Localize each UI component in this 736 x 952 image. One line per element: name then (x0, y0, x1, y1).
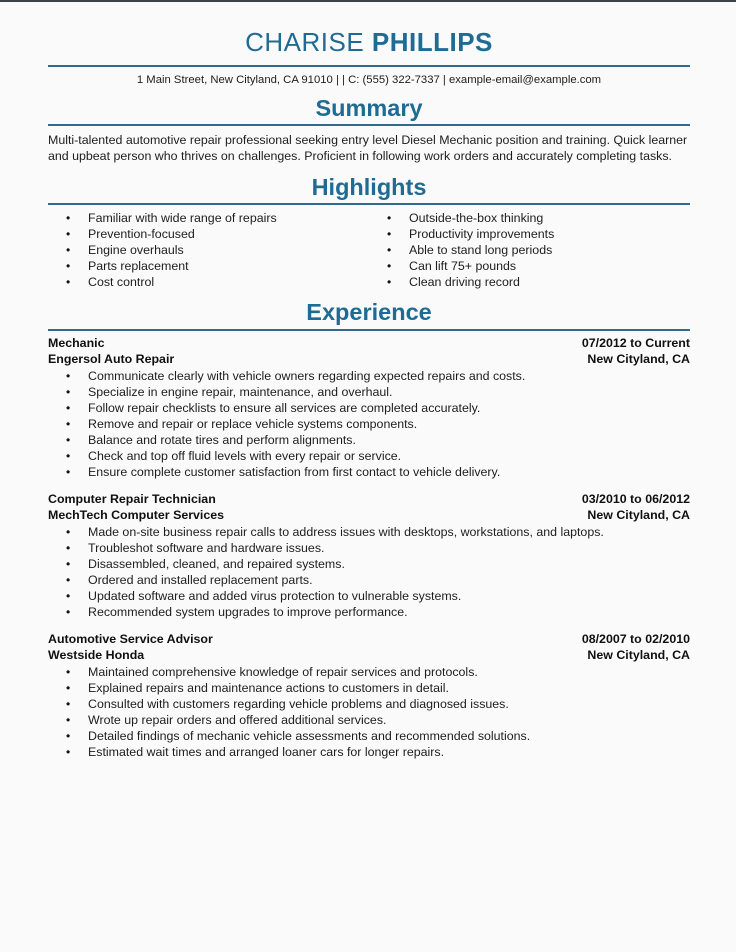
bullet-icon (48, 258, 88, 274)
job-location: New Cityland, CA (587, 351, 690, 366)
job-bullet-text: Estimated wait times and arranged loaner cars for longer repairs. (88, 744, 445, 759)
experience-divider (48, 329, 690, 331)
bullet-icon (369, 258, 409, 274)
bullet-icon (369, 210, 409, 226)
summary-divider (48, 124, 690, 126)
job-title-block (48, 491, 224, 523)
highlight-text: Can lift 75+ pounds (409, 259, 517, 274)
bullet-icon (48, 712, 88, 728)
job-title-block (48, 631, 213, 663)
job-location: New Cityland, CA (587, 647, 690, 662)
highlight-item (369, 210, 690, 226)
bullet-icon (48, 432, 88, 448)
highlights-columns (48, 210, 690, 290)
job-bullet (48, 368, 690, 384)
highlights-left-list (48, 210, 369, 290)
bullet-icon (48, 540, 88, 556)
section-highlights (48, 173, 690, 291)
highlights-heading: Highlights (311, 173, 427, 200)
job-bullet (48, 664, 690, 680)
highlight-item (48, 258, 369, 274)
highlights-right-list (369, 210, 690, 290)
job-bullet (48, 572, 690, 588)
resume-header (48, 28, 690, 86)
highlight-item (48, 274, 369, 290)
section-experience (48, 301, 690, 760)
bullet-icon (48, 416, 88, 432)
job-entry (48, 491, 690, 620)
job-bullet-text: Remove and repair or replace vehicle systems components. (88, 416, 418, 431)
bullet-icon (48, 464, 88, 480)
job-title: Mechanic (48, 335, 105, 350)
bullet-icon (48, 400, 88, 416)
job-header (48, 491, 690, 523)
bullet-icon (48, 242, 88, 258)
bullet-icon (48, 226, 88, 242)
job-meta-block (582, 491, 690, 523)
highlight-text: Cost control (88, 275, 155, 290)
contact-line: 1 Main Street, New Cityland, CA 91010 | | C: (555) 322-7337 | example-email@example.com (136, 73, 602, 86)
job-entry (48, 631, 690, 760)
job-bullet-text: Updated software and added virus protection to vulnerable systems. (88, 588, 462, 603)
bullet-icon (48, 210, 88, 226)
job-bullet (48, 588, 690, 604)
highlight-item (48, 210, 369, 226)
job-list (48, 335, 690, 760)
job-bullet-text: Ensure complete customer satisfaction from first contact to vehicle delivery. (88, 464, 501, 479)
bullet-icon (48, 680, 88, 696)
header-divider (48, 65, 690, 67)
experience-heading: Experience (306, 299, 432, 326)
bullet-icon (48, 728, 88, 744)
bullet-icon (48, 744, 88, 760)
job-bullet-text: Follow repair checklists to ensure all services are completed accurately. (88, 400, 481, 415)
bullet-icon (48, 588, 88, 604)
candidate-first-name: CHARISE (245, 27, 365, 57)
bullet-icon (369, 242, 409, 258)
job-bullet (48, 680, 690, 696)
highlight-text: Productivity improvements (409, 227, 555, 242)
summary-text: Multi-talented automotive repair professional seeking entry level Diesel Mechanic position and training. Quick learner and upbeat person who thrives on challenges. Proficient in following work orders and accurately completing tasks. (48, 133, 688, 164)
highlight-text: Able to stand long periods (409, 243, 553, 258)
highlight-text: Familiar with wide range of repairs (88, 211, 277, 226)
highlight-text: Clean driving record (409, 275, 520, 290)
job-bullet-text: Communicate clearly with vehicle owners regarding expected repairs and costs. (88, 368, 526, 383)
job-bullet-list (48, 368, 690, 480)
job-title: Automotive Service Advisor (48, 631, 213, 646)
highlight-item (48, 242, 369, 258)
job-bullet (48, 556, 690, 572)
highlight-text: Parts replacement (88, 259, 189, 274)
job-employer: Engersol Auto Repair (48, 351, 175, 366)
summary-heading: Summary (315, 94, 423, 121)
job-bullet-text: Consulted with customers regarding vehicle problems and diagnosed issues. (88, 696, 509, 711)
job-bullet-text: Detailed findings of mechanic vehicle assessments and recommended solutions. (88, 728, 531, 743)
job-bullet-text: Troubleshot software and hardware issues. (88, 540, 325, 555)
job-bullet (48, 540, 690, 556)
job-bullet-text: Recommended system upgrades to improve performance. (88, 604, 408, 619)
highlight-item (369, 274, 690, 290)
job-bullet-text: Made on-site business repair calls to address issues with desktops, workstations, and laptops. (88, 524, 604, 539)
job-bullet-text: Ordered and installed replacement parts. (88, 572, 313, 587)
highlights-divider (48, 203, 690, 205)
job-bullet (48, 464, 690, 480)
job-header (48, 335, 690, 367)
highlight-item (369, 258, 690, 274)
job-bullet (48, 728, 690, 744)
job-bullet-text: Wrote up repair orders and offered additional services. (88, 712, 387, 727)
bullet-icon (369, 274, 409, 290)
bullet-icon (48, 384, 88, 400)
bullet-icon (48, 368, 88, 384)
job-bullet-text: Disassembled, cleaned, and repaired systems. (88, 556, 345, 571)
job-dates: 03/2010 to 06/2012 (581, 491, 690, 506)
highlight-item (48, 226, 369, 242)
job-employer: Westside Honda (48, 647, 145, 662)
job-dates: 07/2012 to Current (581, 335, 690, 350)
resume-page (0, 2, 736, 760)
bullet-icon (48, 604, 88, 620)
bullet-icon (48, 524, 88, 540)
job-bullet (48, 384, 690, 400)
bullet-icon (48, 448, 88, 464)
job-bullet-text: Specialize in engine repair, maintenance, and overhaul. (88, 384, 393, 399)
highlight-text: Outside-the-box thinking (409, 211, 544, 226)
highlight-text: Prevention-focused (88, 227, 195, 242)
highlight-text: Engine overhauls (88, 243, 184, 258)
job-bullet-text: Maintained comprehensive knowledge of repair services and protocols. (88, 664, 478, 679)
bullet-icon (48, 556, 88, 572)
bullet-icon (48, 274, 88, 290)
job-location: New Cityland, CA (587, 507, 690, 522)
job-bullet (48, 416, 690, 432)
highlight-item (369, 242, 690, 258)
job-bullet-text: Check and top off fluid levels with every repair or service. (88, 448, 402, 463)
job-bullet-text: Explained repairs and maintenance actions to customers in detail. (88, 680, 449, 695)
job-bullet (48, 400, 690, 416)
job-bullet (48, 696, 690, 712)
job-header (48, 631, 690, 663)
bullet-icon (48, 664, 88, 680)
job-meta-block (582, 335, 690, 367)
job-bullet (48, 524, 690, 540)
job-bullet (48, 712, 690, 728)
job-bullet-text: Balance and rotate tires and perform alignments. (88, 432, 356, 447)
bullet-icon (48, 572, 88, 588)
job-title-block (48, 335, 174, 367)
job-bullet (48, 448, 690, 464)
bullet-icon (48, 696, 88, 712)
job-bullet (48, 744, 690, 760)
candidate-name (48, 28, 690, 58)
job-bullet (48, 432, 690, 448)
job-bullet-list (48, 664, 690, 760)
bullet-icon (369, 226, 409, 242)
job-bullet-list (48, 524, 690, 620)
job-title: Computer Repair Technician (48, 491, 216, 506)
job-bullet (48, 604, 690, 620)
job-dates: 08/2007 to 02/2010 (581, 631, 690, 646)
job-meta-block (582, 631, 690, 663)
job-entry (48, 335, 690, 480)
highlight-item (369, 226, 690, 242)
job-employer: MechTech Computer Services (48, 507, 225, 522)
candidate-last-name: PHILLIPS (371, 27, 493, 57)
section-summary (48, 94, 690, 165)
